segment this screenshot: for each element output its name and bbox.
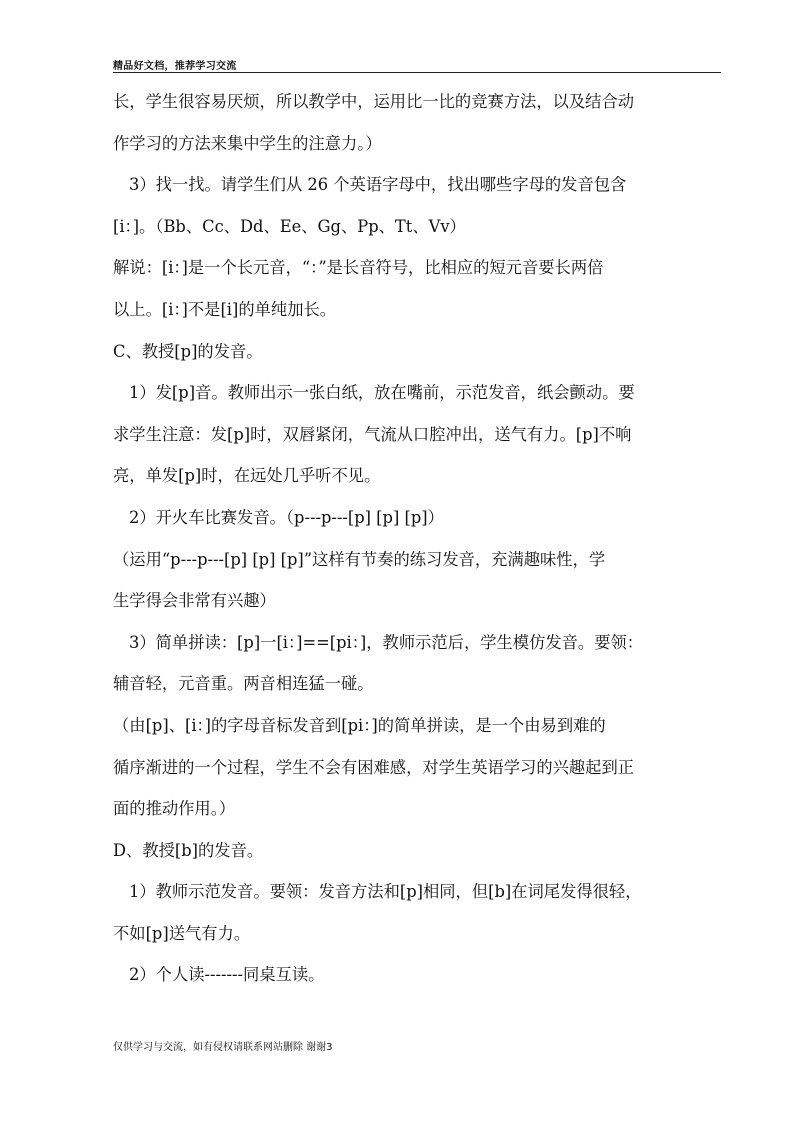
page-footer: 仅供学习与交流，如有侵权请联系网站删除 谢谢3 (113, 1042, 333, 1053)
body-line: 面的推动作用。） (113, 799, 236, 819)
body-line: 2）开火车比赛发音。（p---p---[p] [p] [p]） (129, 507, 444, 527)
body-line: 循序渐进的一个过程，学生不会有困难感，对学生英语学习的兴趣起到正 (113, 757, 635, 777)
header-text: 精品好文档，推荐学习交流 (113, 61, 237, 72)
body-line: 长，学生很容易厌烦，所以教学中，运用比一比的竞赛方法，以及结合动 (113, 92, 635, 111)
body-line: 求学生注意：发[p]时，双唇紧闭，气流从口腔冲出，送气有力。[p]不响 (113, 424, 632, 444)
body-line: 2）个人读-------同桌互读。 (129, 965, 325, 985)
body-line: 作学习的方法来集中学生的注意力。） (113, 133, 382, 153)
body-line: [i：]。（Bb、Cc、Dd、Ee、Gg、Pp、Tt、Vv） (113, 216, 466, 236)
body-line: 生学得会非常有兴趣） (113, 591, 276, 611)
body-line: 辅音轻，元音重。两音相连猛一碰。 (113, 674, 374, 694)
body-line: （由[p]、[i：]的字母音标发音到[pi：]的简单拼读，是一个由易到难的 (113, 715, 606, 735)
body-line: 1）教师示范发音。要领：发音方法和[p]相同，但[b]在词尾发得很轻， (129, 882, 642, 902)
section-heading-c: C、教授[p]的发音。 (113, 341, 263, 361)
body-line: 3）找一找。请学生们从 26 个英语字母中，找出哪些字母的发音包含 (129, 175, 627, 195)
body-line: 以上。[i：]不是[i]的单纯加长。 (113, 299, 337, 319)
body-line: 不如[p]送气有力。 (113, 923, 251, 943)
body-line: 1）发[p]音。教师出示一张白纸，放在嘴前，示范发音，纸会颤动。要 (129, 383, 635, 403)
body-line: （运用“p---p---[p] [p] [p]”这样有节奏的练习发音，充满趣味性，学 (113, 549, 606, 569)
body-line: 解说：[i：]是一个长元音，“：”是长音符号，比相应的短元音要长两倍 (113, 258, 604, 278)
page-header (113, 54, 721, 73)
body-line: 3）简单拼读：[p]一[i：]==[pi：]，教师示范后，学生模仿发音。要领： (129, 632, 644, 652)
body-line: 亮，单发[p]时，在远处几乎听不见。 (113, 466, 381, 486)
section-heading-d: D、教授[b]的发音。 (113, 840, 264, 860)
document-body (113, 81, 725, 996)
